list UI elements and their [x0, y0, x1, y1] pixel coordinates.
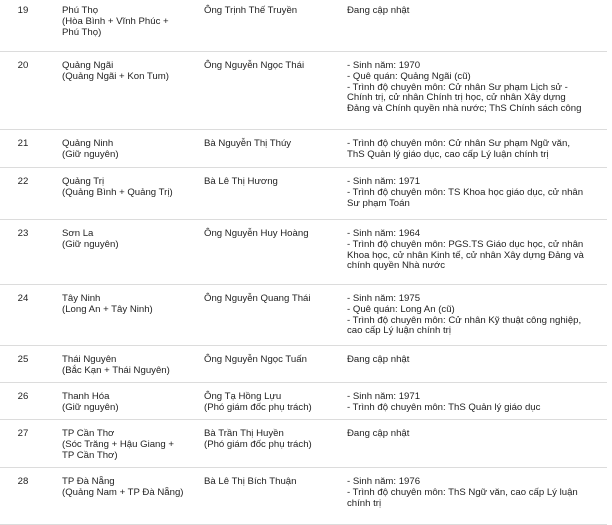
details-cell-line: chính trị [347, 497, 382, 509]
province-cell-line: Thanh Hóa [62, 391, 110, 402]
province-cell-line: (Giữ nguyên) [62, 401, 119, 413]
details-cell-line: - Sinh năm: 1964 [347, 228, 421, 239]
province-cell-line: (Quảng Bình + Quảng Trị) [62, 186, 173, 198]
province-cell-line: (Hòa Bình + Vĩnh Phúc + [62, 15, 169, 27]
province-cell [62, 61, 169, 83]
details-cell-line: chính quyền Nhà nước [347, 260, 446, 272]
province-cell-line: Quảng Trị [62, 176, 105, 187]
details-cell-line: ThS Quản lý giáo dục, cao cấp Lý luận chính trị [347, 148, 549, 160]
official-name-cell-line: Bà Lê Thị Bích Thuận [204, 476, 297, 487]
table-row [0, 468, 607, 525]
details-cell-line: Chính trị, cử nhân Chính trị học, cử nhân Xây dựng [347, 92, 566, 104]
row-number: 25 [17, 354, 29, 365]
details-cell-line: - Trình độ chuyên môn: ThS Quản lý giáo dục [347, 401, 541, 413]
province-cell [62, 139, 119, 161]
details-cell-line: cao cấp Lý luận chính trị [347, 325, 451, 337]
details-cell-line: - Trình độ chuyên môn: Cử nhân Sư phạm Lịch sử - [347, 81, 568, 93]
details-cell [347, 139, 570, 161]
row-number: 22 [17, 176, 29, 187]
province-cell [62, 177, 173, 199]
official-name-cell [204, 61, 304, 72]
details-cell-line: - Trình độ chuyên môn: PGS.TS Giáo dục học, cử nhân [347, 238, 584, 250]
province-cell-line: Phú Thọ [62, 5, 99, 16]
table-row [0, 168, 607, 220]
details-cell-line: - Trình độ chuyên môn: Cử nhân Kỹ thuật công nghiệp, [347, 314, 582, 326]
official-name-cell [204, 429, 312, 451]
row-number: 23 [17, 228, 29, 239]
official-name-cell [204, 355, 307, 366]
province-cell [62, 294, 153, 316]
province-cell [62, 355, 170, 377]
official-name-cell [204, 177, 278, 188]
row-number: 26 [17, 391, 29, 402]
details-cell-line: - Trình độ chuyên môn: Cử nhân Sư phạm Ngữ văn, [347, 138, 570, 149]
row-number: 19 [17, 5, 29, 16]
details-cell-line: Đang cập nhật [347, 5, 410, 16]
row-number: 21 [17, 138, 29, 149]
official-name-cell-line: Ông Tạ Hồng Lựu [204, 391, 282, 402]
province-cell-line: (Quảng Ngãi + Kon Tum) [62, 70, 169, 82]
details-cell [347, 392, 540, 414]
official-name-cell [204, 6, 297, 17]
province-cell-line: (Quảng Nam + TP Đà Nẵng) [62, 486, 184, 498]
details-cell [347, 477, 578, 509]
table-row [0, 420, 607, 468]
official-name-cell-line: Ông Nguyễn Ngọc Tuấn [204, 354, 307, 365]
row-number: 20 [17, 60, 29, 71]
details-cell-line: - Trình độ chuyên môn: TS Khoa học giáo dục, cử nhân [347, 186, 584, 198]
details-cell-line: Sư phạm Toán [347, 197, 410, 209]
details-cell [347, 429, 409, 440]
details-cell-line: - Trình độ chuyên môn: ThS Ngữ văn, cao cấp Lý luận [347, 486, 578, 498]
province-cell-line: (Sóc Trăng + Hậu Giang + [62, 438, 174, 450]
province-cell-line: Tây Ninh [62, 293, 101, 304]
details-cell-line: - Sinh năm: 1976 [347, 476, 421, 487]
official-name-cell [204, 139, 291, 150]
province-cell-line: (Bắc Kạn + Thái Nguyên) [62, 364, 170, 376]
details-cell [347, 177, 583, 209]
official-name-cell-line: Ông Nguyễn Ngọc Thái [204, 60, 305, 71]
official-name-cell-line: Ông Trịnh Thế Truyền [204, 5, 298, 16]
official-name-cell [204, 229, 309, 240]
details-cell-line: - Sinh năm: 1971 [347, 391, 421, 402]
table-row [0, 130, 607, 168]
details-cell [347, 294, 581, 337]
details-cell-line: Đảng và Chính quyền nhà nước; ThS Chính sách công [347, 103, 582, 115]
table-row [0, 52, 607, 130]
details-cell-line: Đang cập nhật [347, 354, 410, 365]
table-row [0, 220, 607, 285]
details-cell-line: Đang cập nhật [347, 428, 410, 439]
official-name-cell-line: Ông Nguyễn Quang Thái [204, 293, 311, 304]
table-row [0, 285, 607, 346]
details-cell-line: - Sinh năm: 1971 [347, 176, 421, 187]
official-name-cell [204, 477, 296, 488]
official-name-cell-line: Bà Trần Thị Huyền [204, 428, 284, 439]
province-cell-line: TP Cần Thơ) [62, 449, 118, 461]
details-cell [347, 61, 581, 115]
province-cell [62, 229, 119, 251]
province-cell-line: (Long An + Tây Ninh) [62, 303, 153, 315]
province-cell-line: (Giữ nguyên) [62, 238, 119, 250]
province-cell-line: TP Cần Thơ [62, 428, 115, 439]
details-cell-line: - Quê quán: Quảng Ngãi (cũ) [347, 70, 471, 82]
province-cell-line: TP Đà Nẵng [62, 476, 115, 487]
official-name-cell-line: Bà Lê Thị Hương [204, 176, 278, 187]
details-cell-line: - Quê quán: Long An (cũ) [347, 303, 455, 315]
official-name-cell-line: (Phó giám đốc phụ trách) [204, 401, 312, 413]
province-cell [62, 477, 184, 499]
table-row [0, 346, 607, 383]
table-row [0, 383, 607, 420]
province-cell [62, 6, 169, 38]
details-cell [347, 229, 584, 272]
province-cell [62, 392, 119, 414]
province-cell-line: Quảng Ninh [62, 138, 114, 149]
details-cell [347, 355, 409, 366]
province-cell-line: Phú Thọ) [62, 26, 102, 38]
details-cell [347, 6, 409, 17]
official-name-cell-line: Bà Nguyễn Thị Thúy [204, 138, 292, 149]
province-cell [62, 429, 174, 461]
official-name-cell [204, 392, 312, 414]
row-number: 27 [17, 428, 29, 439]
details-cell-line: - Sinh năm: 1970 [347, 60, 421, 71]
province-cell-line: Sơn La [62, 228, 94, 239]
row-number: 28 [17, 476, 29, 487]
table-row [0, 0, 607, 52]
details-cell-line: - Sinh năm: 1975 [347, 293, 421, 304]
province-cell-line: Quảng Ngãi [62, 60, 114, 71]
province-cell-line: Thái Nguyên [62, 354, 117, 365]
details-cell-line: Khoa học, cử nhân Kinh tế, cử nhân Xây dựng Đảng và [347, 249, 584, 261]
official-name-cell-line: Ông Nguyễn Huy Hoàng [204, 228, 309, 239]
row-number: 24 [17, 293, 29, 304]
official-name-cell [204, 294, 311, 305]
official-name-cell-line: (Phó giám đốc phụ trách) [204, 438, 312, 450]
province-cell-line: (Giữ nguyên) [62, 148, 119, 160]
